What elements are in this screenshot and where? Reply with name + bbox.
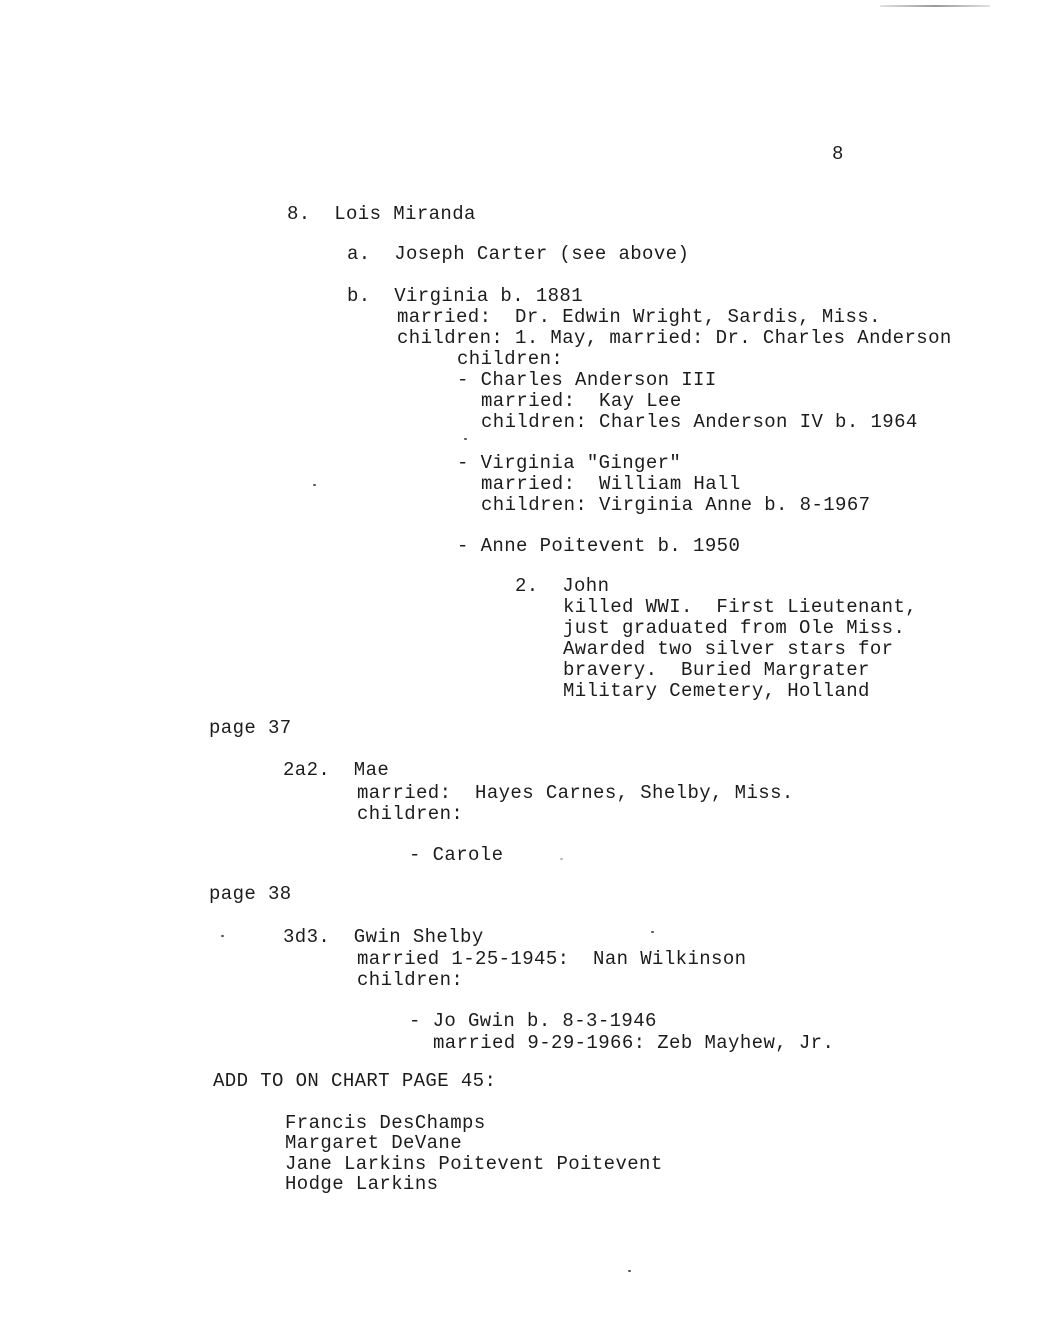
stray-mark xyxy=(628,1270,631,1272)
entry-line: a. Joseph Carter (see above) xyxy=(347,243,690,265)
page-reference: page 38 xyxy=(209,883,292,905)
list-item: Margaret DeVane xyxy=(285,1132,463,1154)
entry-line: 2. John xyxy=(515,575,610,597)
entry-line: married 1-25-1945: Nan Wilkinson xyxy=(357,948,747,970)
page-reference: page 37 xyxy=(209,717,292,739)
page-number: 8 xyxy=(832,143,844,165)
entry-heading: 2a2. Mae xyxy=(283,759,390,781)
list-item: Hodge Larkins xyxy=(285,1173,439,1195)
entry-line: children: xyxy=(357,803,464,825)
entry-line: children: xyxy=(357,969,464,991)
entry-heading: 3d3. Gwin Shelby xyxy=(283,926,484,948)
section-heading: ADD TO ON CHART PAGE 45: xyxy=(213,1070,497,1092)
entry-line: - Virginia "Ginger" xyxy=(457,452,682,474)
scan-mark xyxy=(880,5,990,7)
entry-line: - Charles Anderson III xyxy=(457,369,717,391)
entry-line: bravery. Buried Margrater xyxy=(563,659,870,681)
list-item: Jane Larkins Poitevent Poitevent xyxy=(285,1153,663,1175)
entry-line: children: Charles Anderson IV b. 1964 xyxy=(481,411,918,433)
entry-line: married: Kay Lee xyxy=(481,390,682,412)
entry-line: Awarded two silver stars for xyxy=(563,638,894,660)
stray-mark xyxy=(464,438,467,440)
entry-line: b. Virginia b. 1881 xyxy=(347,285,584,307)
entry-line: children: 1. May, married: Dr. Charles Anderson xyxy=(397,327,952,349)
stray-mark xyxy=(651,931,654,933)
entry-line: - Jo Gwin b. 8-3-1946 xyxy=(409,1010,657,1032)
entry-line: married: Hayes Carnes, Shelby, Miss. xyxy=(357,782,794,804)
stray-mark xyxy=(221,935,224,937)
entry-line: married: William Hall xyxy=(481,473,741,495)
entry-line: Military Cemetery, Holland xyxy=(563,680,870,702)
stray-mark xyxy=(560,858,563,860)
list-item: Francis DesChamps xyxy=(285,1112,486,1134)
entry-line: married 9-29-1966: Zeb Mayhew, Jr. xyxy=(433,1032,835,1054)
entry-line: - Anne Poitevent b. 1950 xyxy=(457,535,741,557)
entry-line: children: Virginia Anne b. 8-1967 xyxy=(481,494,871,516)
stray-mark xyxy=(313,484,316,486)
entry-line: killed WWI. First Lieutenant, xyxy=(563,596,918,618)
entry-line: - Carole xyxy=(409,844,504,866)
entry-line: children: xyxy=(457,348,564,370)
entry-line: married: Dr. Edwin Wright, Sardis, Miss. xyxy=(397,306,881,328)
entry-heading: 8. Lois Miranda xyxy=(287,203,476,225)
entry-line: just graduated from Ole Miss. xyxy=(563,617,906,639)
